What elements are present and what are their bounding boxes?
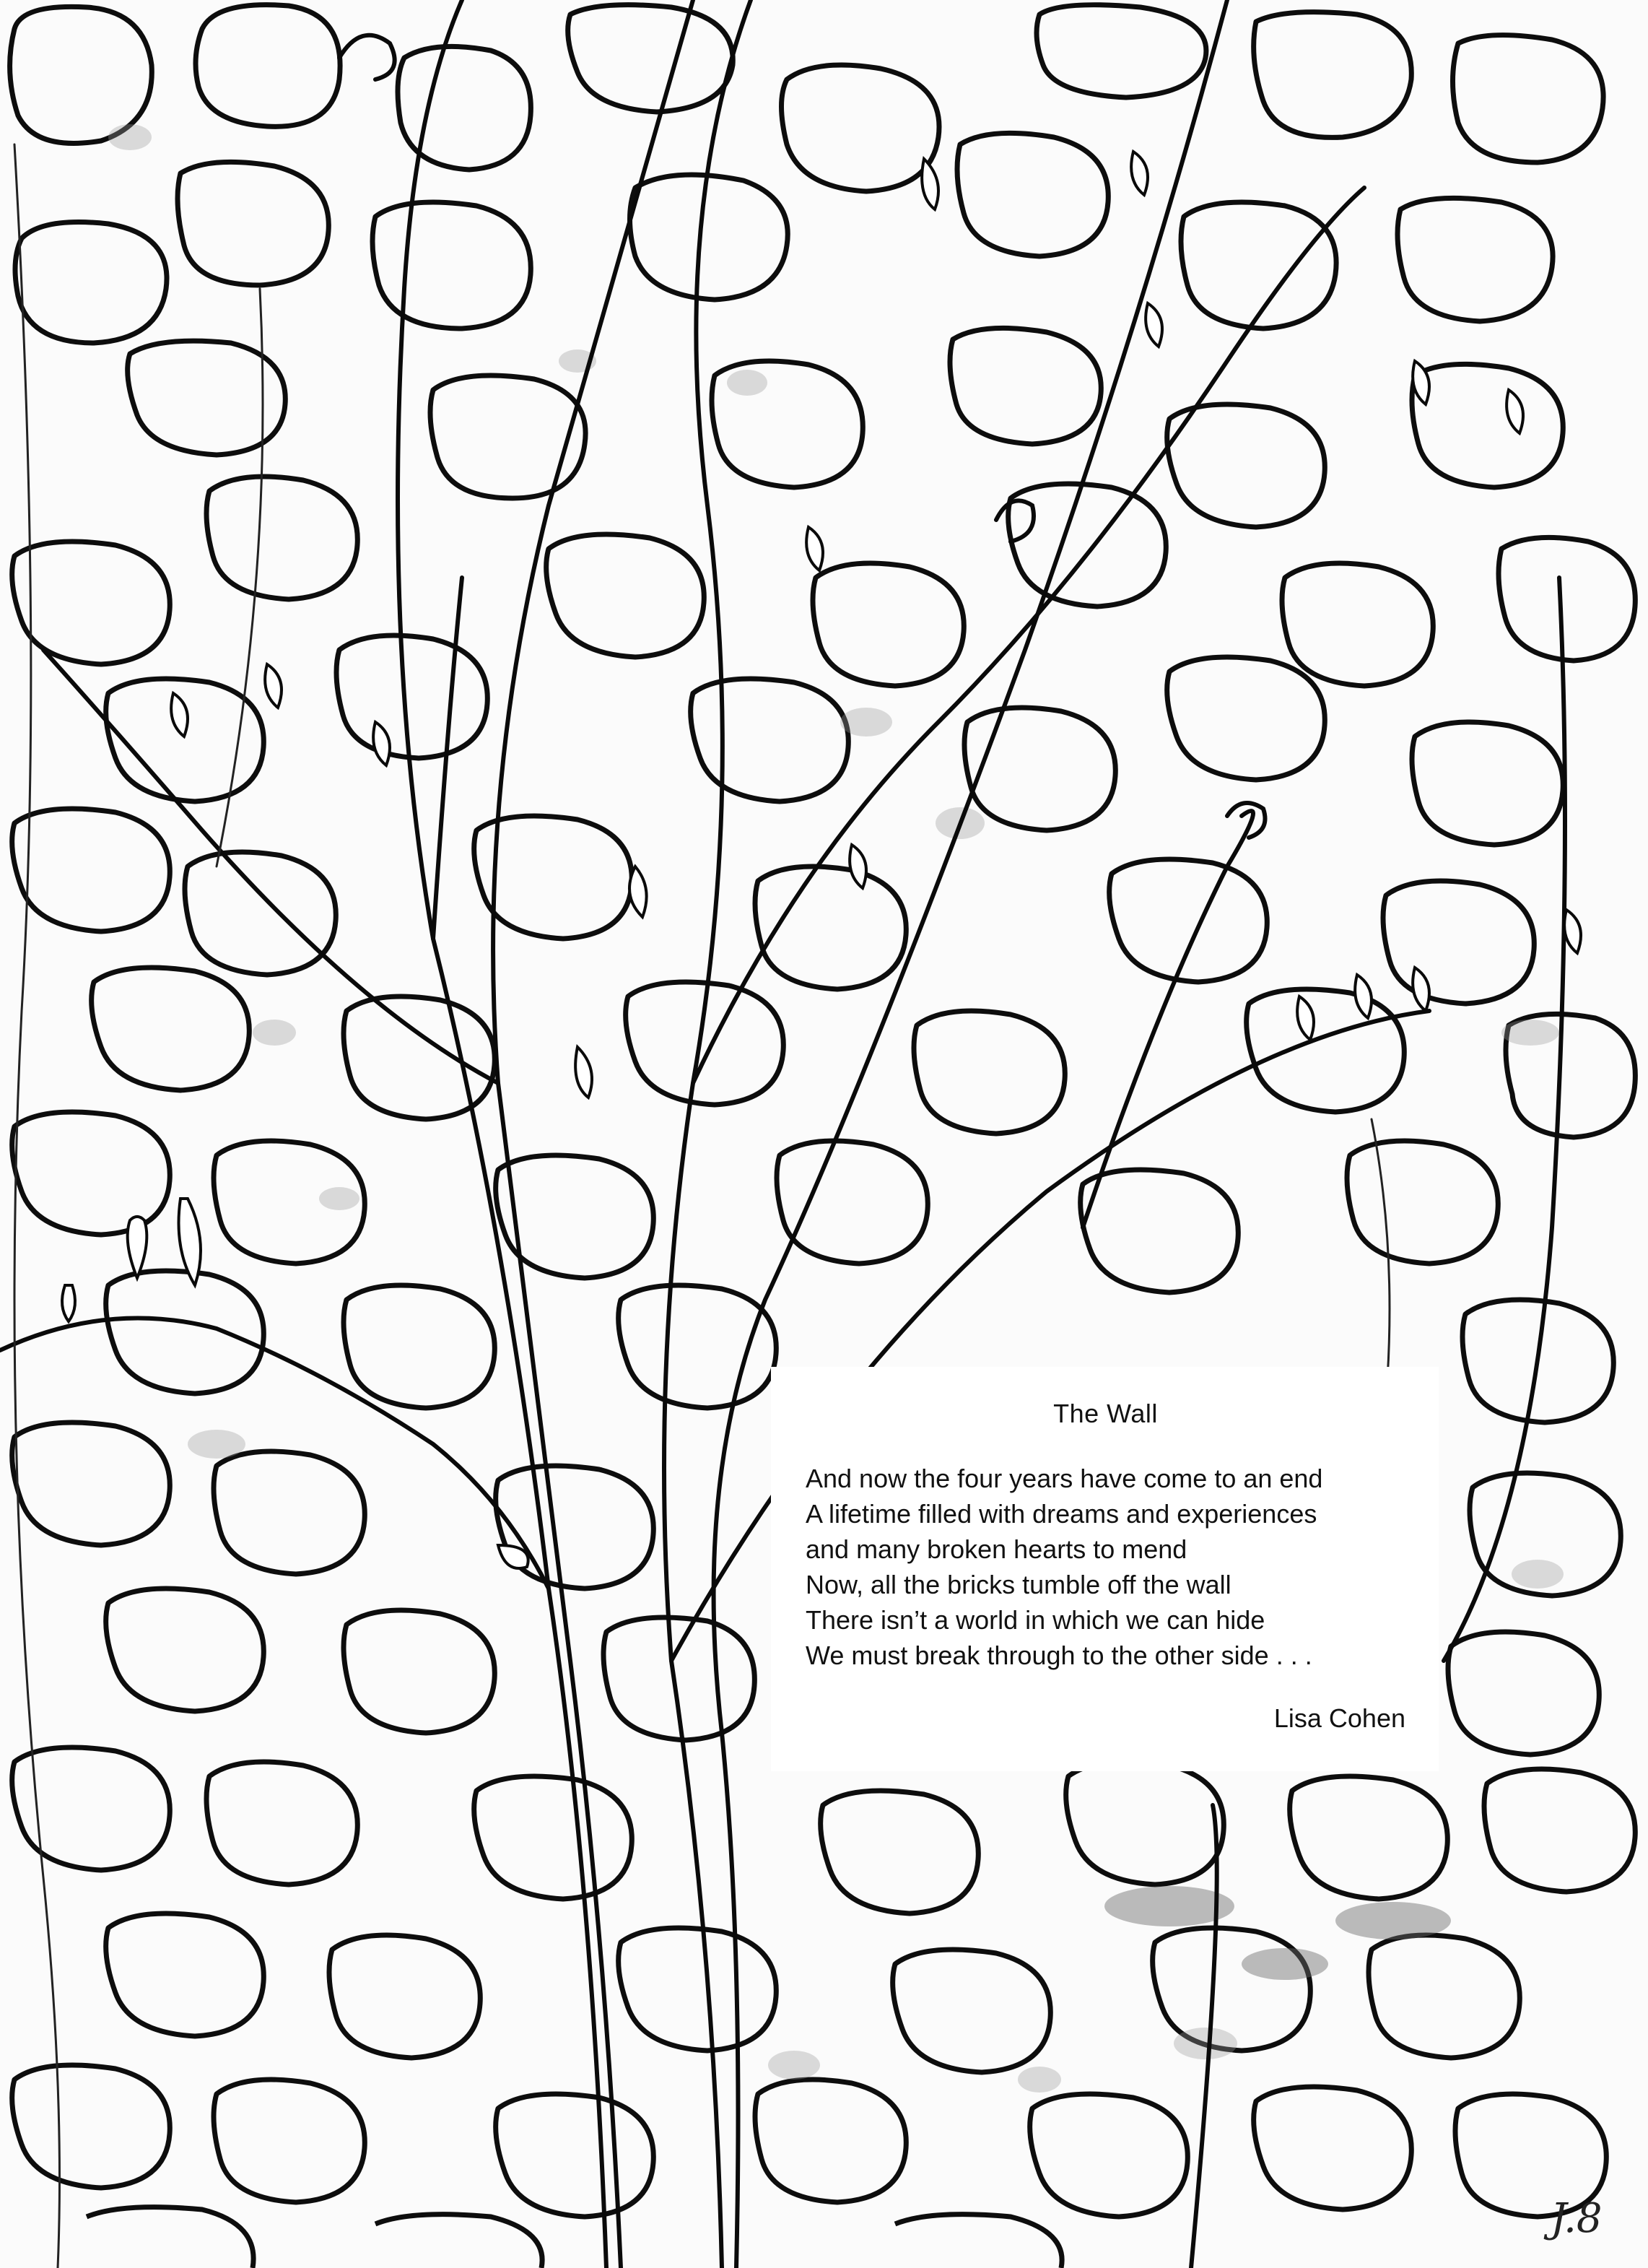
artist-signature: J.8 [1551, 2195, 1603, 2242]
poem-line: and many broken hearts to mend [806, 1534, 1187, 1564]
poem-line: A lifetime filled with dreams and experiences [806, 1499, 1317, 1529]
poem-title: The Wall [1053, 1399, 1158, 1428]
poem-line: And now the four years have come to an end [806, 1464, 1323, 1493]
poem-box [771, 1367, 1439, 1771]
poem-line: We must break through to the other side . . . [806, 1641, 1312, 1670]
poem-line: Now, all the bricks tumble off the wall [806, 1570, 1231, 1599]
poem-author: Lisa Cohen [1273, 1703, 1405, 1733]
poem-line: There isn’t a world in which we can hide [806, 1605, 1265, 1635]
